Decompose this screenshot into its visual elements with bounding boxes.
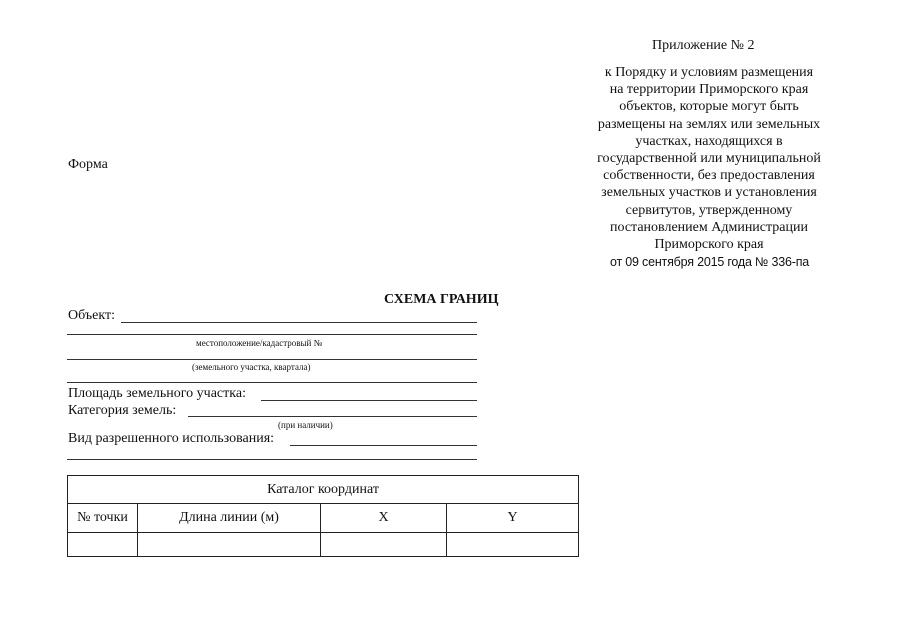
use-line-2 [67, 459, 477, 460]
table-cell[interactable] [321, 533, 447, 557]
coordinates-table [67, 475, 579, 557]
parcel-line [67, 359, 477, 360]
parcel-line-2 [67, 382, 477, 383]
column-header-x: X [321, 504, 447, 533]
appendix-title: Приложение № 2 [652, 38, 755, 53]
schema-title: СХЕМА ГРАНИЦ [384, 292, 499, 307]
table-cell[interactable] [138, 533, 321, 557]
column-header-length: Длина линии (м) [138, 504, 321, 533]
category-hint: (при наличии) [278, 420, 333, 430]
catalog-title: Каталог координат [68, 476, 579, 504]
object-line-2 [67, 334, 477, 335]
area-line [261, 400, 477, 401]
category-line [188, 416, 477, 417]
appendix-line: размещены на землях или земельных [597, 116, 821, 132]
column-header-y: Y [447, 504, 579, 533]
location-hint: местоположение/кадастровый № [196, 338, 323, 348]
object-label: Объект: [68, 308, 115, 323]
appendix-line: государственной или муниципальной [597, 151, 821, 167]
appendix-date: от 09 сентября 2015 года № 336-па [610, 255, 810, 269]
object-line [121, 322, 477, 323]
table-cell[interactable] [68, 533, 138, 557]
appendix-line: собственности, без предоставления [603, 168, 815, 184]
appendix-line: участках, находящихся в [635, 133, 783, 149]
category-label: Категория земель: [68, 403, 177, 418]
table-cell[interactable] [447, 533, 579, 557]
appendix-line: объектов, которые могут быть [619, 99, 799, 115]
column-header-point: № точки [68, 504, 138, 533]
appendix-line: земельных участков и установления [601, 185, 817, 201]
appendix-line: к Порядку и условиям размещения [604, 65, 814, 80]
use-label: Вид разрешенного использования: [68, 431, 275, 446]
area-label: Площадь земельного участка: [68, 386, 246, 401]
appendix-line: на территории Приморского края [609, 82, 809, 98]
use-line [290, 445, 477, 446]
appendix-line: сервитутов, утвержденному [625, 202, 793, 218]
appendix-line: постановлением Администрации [610, 219, 808, 235]
appendix-line: Приморского края [654, 237, 764, 253]
table-row [68, 533, 579, 557]
parcel-hint: (земельного участка, квартала) [192, 362, 311, 372]
appendix-text [583, 64, 835, 253]
form-label: Форма [68, 157, 108, 172]
